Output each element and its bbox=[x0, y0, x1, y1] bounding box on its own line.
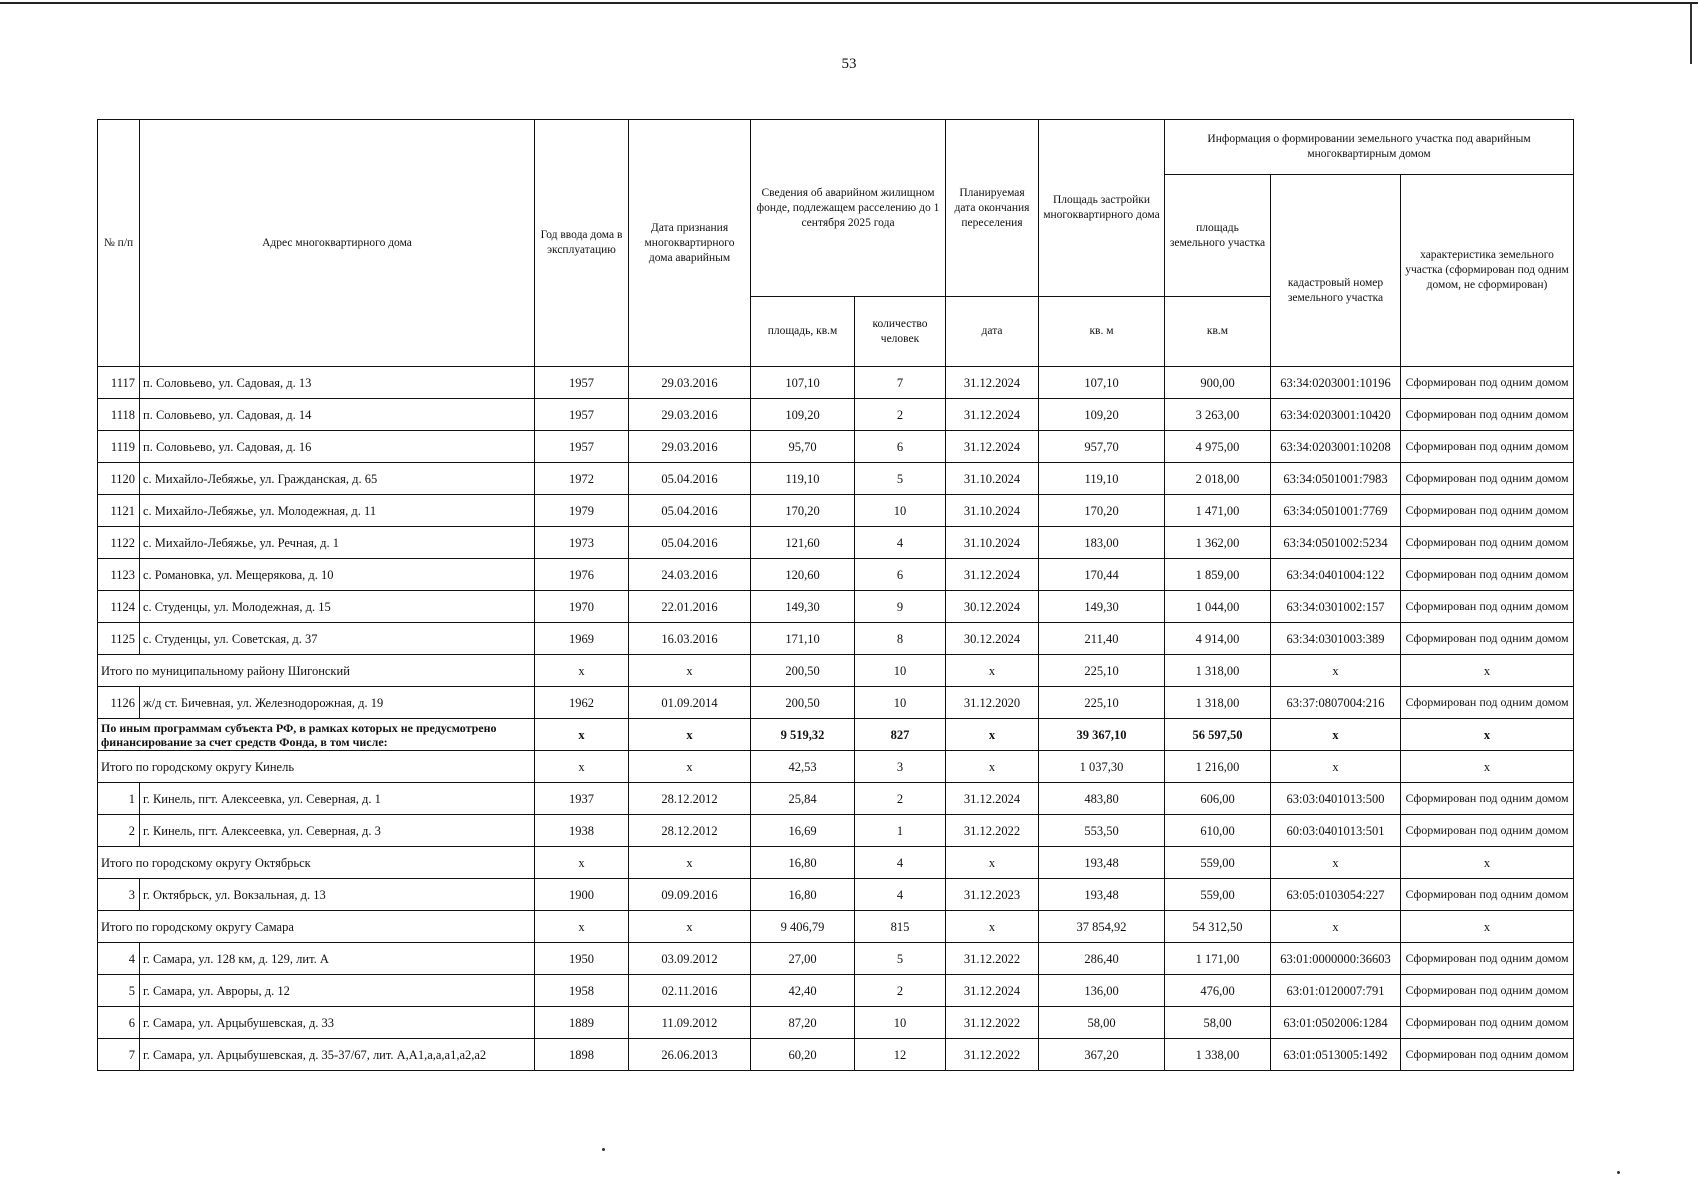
row-address: г. Самара, ул. Авроры, д. 12 bbox=[140, 975, 535, 1007]
scan-speck bbox=[602, 1148, 605, 1151]
row-land-char: Сформирован под одним домом bbox=[1401, 687, 1574, 719]
row-people: 10 bbox=[855, 1007, 946, 1039]
row-address: г. Октябрьск, ул. Вокзальная, д. 13 bbox=[140, 879, 535, 911]
header-people: количество человек bbox=[855, 297, 946, 367]
row-planned-end: x bbox=[946, 655, 1039, 687]
row-build-area: 58,00 bbox=[1039, 1007, 1165, 1039]
row-people: 827 bbox=[855, 719, 946, 751]
row-land-area: 4 914,00 bbox=[1165, 623, 1271, 655]
row-area: 25,84 bbox=[751, 783, 855, 815]
total-label: По иным программам субъекта РФ, в рамках которых не предусмотрено финансирование за счет средств Фонда, в том числе: bbox=[98, 719, 535, 751]
row-land-area: 1 216,00 bbox=[1165, 751, 1271, 783]
table-row bbox=[98, 1039, 1574, 1071]
row-people: 6 bbox=[855, 559, 946, 591]
row-people: 4 bbox=[855, 879, 946, 911]
row-land-area: 1 044,00 bbox=[1165, 591, 1271, 623]
row-date-recognized: 29.03.2016 bbox=[629, 431, 751, 463]
row-address: с. Студенцы, ул. Молодежная, д. 15 bbox=[140, 591, 535, 623]
row-date-recognized: 05.04.2016 bbox=[629, 495, 751, 527]
row-build-area: 211,40 bbox=[1039, 623, 1165, 655]
row-area: 200,50 bbox=[751, 687, 855, 719]
row-land-area: 1 318,00 bbox=[1165, 687, 1271, 719]
row-planned-end: 31.12.2024 bbox=[946, 399, 1039, 431]
row-planned-end: 31.12.2024 bbox=[946, 975, 1039, 1007]
header-land-info: Информация о формировании земельного участка под аварийным многоквартирным домом bbox=[1165, 120, 1574, 175]
row-build-area: 193,48 bbox=[1039, 879, 1165, 911]
row-people: 2 bbox=[855, 975, 946, 1007]
row-cadastral: 63:01:0000000:36603 bbox=[1271, 943, 1401, 975]
row-area: 95,70 bbox=[751, 431, 855, 463]
row-num: 1 bbox=[98, 783, 140, 815]
row-build-area: 225,10 bbox=[1039, 655, 1165, 687]
row-year: 1979 bbox=[535, 495, 629, 527]
row-num: 3 bbox=[98, 879, 140, 911]
row-area: 120,60 bbox=[751, 559, 855, 591]
row-area: 119,10 bbox=[751, 463, 855, 495]
row-land-area: 610,00 bbox=[1165, 815, 1271, 847]
row-area: 9 406,79 bbox=[751, 911, 855, 943]
row-area: 16,80 bbox=[751, 847, 855, 879]
row-land-char: x bbox=[1401, 719, 1574, 751]
header-area-unit: площадь, кв.м bbox=[751, 297, 855, 367]
row-area: 200,50 bbox=[751, 655, 855, 687]
top-border bbox=[0, 2, 1698, 4]
row-land-char: Сформирован под одним домом bbox=[1401, 623, 1574, 655]
row-planned-end: 31.10.2024 bbox=[946, 495, 1039, 527]
row-date-recognized: 11.09.2012 bbox=[629, 1007, 751, 1039]
row-year: x bbox=[535, 847, 629, 879]
row-cadastral: 63:34:0301003:389 bbox=[1271, 623, 1401, 655]
table-row bbox=[98, 495, 1574, 527]
row-num: 4 bbox=[98, 943, 140, 975]
row-planned-end: 31.10.2024 bbox=[946, 527, 1039, 559]
row-build-area: 225,10 bbox=[1039, 687, 1165, 719]
header-land-area: площадь земельного участка bbox=[1165, 175, 1271, 297]
row-planned-end: x bbox=[946, 847, 1039, 879]
row-people: 4 bbox=[855, 527, 946, 559]
row-land-area: 559,00 bbox=[1165, 847, 1271, 879]
row-date-recognized: x bbox=[629, 719, 751, 751]
row-planned-end: 31.12.2024 bbox=[946, 783, 1039, 815]
row-land-char: Сформирован под одним домом bbox=[1401, 367, 1574, 399]
row-planned-end: x bbox=[946, 719, 1039, 751]
row-year: 1962 bbox=[535, 687, 629, 719]
row-address: г. Кинель, пгт. Алексеевка, ул. Северная, д. 3 bbox=[140, 815, 535, 847]
row-planned-end: 30.12.2024 bbox=[946, 623, 1039, 655]
row-land-area: 476,00 bbox=[1165, 975, 1271, 1007]
row-land-char: Сформирован под одним домом bbox=[1401, 783, 1574, 815]
row-build-area: 170,20 bbox=[1039, 495, 1165, 527]
row-cadastral: 63:01:0513005:1492 bbox=[1271, 1039, 1401, 1071]
row-planned-end: x bbox=[946, 911, 1039, 943]
row-year: 1889 bbox=[535, 1007, 629, 1039]
row-build-area: 39 367,10 bbox=[1039, 719, 1165, 751]
table-row bbox=[98, 399, 1574, 431]
row-land-char: Сформирован под одним домом bbox=[1401, 463, 1574, 495]
row-people: 6 bbox=[855, 431, 946, 463]
row-build-area: 37 854,92 bbox=[1039, 911, 1165, 943]
row-year: 1900 bbox=[535, 879, 629, 911]
row-date-recognized: 26.06.2013 bbox=[629, 1039, 751, 1071]
row-area: 16,69 bbox=[751, 815, 855, 847]
row-area: 107,10 bbox=[751, 367, 855, 399]
emergency-housing-table bbox=[97, 119, 1574, 1071]
row-year: 1938 bbox=[535, 815, 629, 847]
row-cadastral: 63:34:0501001:7983 bbox=[1271, 463, 1401, 495]
row-cadastral: 63:37:0807004:216 bbox=[1271, 687, 1401, 719]
row-planned-end: 31.12.2023 bbox=[946, 879, 1039, 911]
row-date-recognized: x bbox=[629, 847, 751, 879]
row-build-area: 136,00 bbox=[1039, 975, 1165, 1007]
row-area: 170,20 bbox=[751, 495, 855, 527]
row-planned-end: 31.12.2022 bbox=[946, 1007, 1039, 1039]
row-land-char: Сформирован под одним домом bbox=[1401, 399, 1574, 431]
page-number: 53 bbox=[841, 56, 857, 72]
row-build-area: 367,20 bbox=[1039, 1039, 1165, 1071]
row-year: 1969 bbox=[535, 623, 629, 655]
table-row bbox=[98, 431, 1574, 463]
table-row bbox=[98, 975, 1574, 1007]
row-build-area: 193,48 bbox=[1039, 847, 1165, 879]
row-build-area: 119,10 bbox=[1039, 463, 1165, 495]
row-planned-end: 31.12.2024 bbox=[946, 559, 1039, 591]
row-date-recognized: 05.04.2016 bbox=[629, 527, 751, 559]
row-planned-end: 30.12.2024 bbox=[946, 591, 1039, 623]
row-build-area: 286,40 bbox=[1039, 943, 1165, 975]
row-area: 171,10 bbox=[751, 623, 855, 655]
row-cadastral: x bbox=[1271, 751, 1401, 783]
row-land-area: 54 312,50 bbox=[1165, 911, 1271, 943]
row-cadastral: 63:34:0501002:5234 bbox=[1271, 527, 1401, 559]
row-cadastral: x bbox=[1271, 911, 1401, 943]
header-date-sub: дата bbox=[946, 297, 1039, 367]
row-cadastral: 63:34:0301002:157 bbox=[1271, 591, 1401, 623]
row-year: 1898 bbox=[535, 1039, 629, 1071]
row-land-char: Сформирован под одним домом bbox=[1401, 1007, 1574, 1039]
row-land-char: Сформирован под одним домом bbox=[1401, 431, 1574, 463]
row-date-recognized: 24.03.2016 bbox=[629, 559, 751, 591]
row-people: 1 bbox=[855, 815, 946, 847]
row-people: 12 bbox=[855, 1039, 946, 1071]
row-planned-end: 31.12.2024 bbox=[946, 367, 1039, 399]
row-address: с. Михайло-Лебяжье, ул. Гражданская, д. 65 bbox=[140, 463, 535, 495]
row-area: 87,20 bbox=[751, 1007, 855, 1039]
right-border bbox=[1690, 4, 1692, 64]
table-header bbox=[98, 120, 1574, 367]
table-row bbox=[98, 463, 1574, 495]
total-label: Итого по городскому округу Октябрьск bbox=[98, 847, 535, 879]
row-cadastral: 63:34:0203001:10420 bbox=[1271, 399, 1401, 431]
header-fund-info: Сведения об аварийном жилищном фонде, подлежащем расселению до 1 сентября 2025 года bbox=[751, 120, 946, 297]
row-land-area: 1 171,00 bbox=[1165, 943, 1271, 975]
row-build-area: 149,30 bbox=[1039, 591, 1165, 623]
row-num: 1126 bbox=[98, 687, 140, 719]
row-num: 1123 bbox=[98, 559, 140, 591]
table-row bbox=[98, 527, 1574, 559]
row-date-recognized: 29.03.2016 bbox=[629, 399, 751, 431]
row-cadastral: 63:05:0103054:227 bbox=[1271, 879, 1401, 911]
row-address: г. Самара, ул. Арцыбушевская, д. 33 bbox=[140, 1007, 535, 1039]
row-land-area: 900,00 bbox=[1165, 367, 1271, 399]
row-num: 6 bbox=[98, 1007, 140, 1039]
row-planned-end: x bbox=[946, 751, 1039, 783]
header-date-recognized: Дата признания многоквартирного дома аварийным bbox=[629, 120, 751, 367]
row-num: 1121 bbox=[98, 495, 140, 527]
row-land-area: 3 263,00 bbox=[1165, 399, 1271, 431]
row-build-area: 483,80 bbox=[1039, 783, 1165, 815]
row-build-area: 107,10 bbox=[1039, 367, 1165, 399]
row-address: п. Соловьево, ул. Садовая, д. 14 bbox=[140, 399, 535, 431]
row-date-recognized: x bbox=[629, 655, 751, 687]
row-date-recognized: 05.04.2016 bbox=[629, 463, 751, 495]
row-land-area: 559,00 bbox=[1165, 879, 1271, 911]
row-cadastral: 63:01:0120007:791 bbox=[1271, 975, 1401, 1007]
row-num: 2 bbox=[98, 815, 140, 847]
row-build-area: 109,20 bbox=[1039, 399, 1165, 431]
row-people: 10 bbox=[855, 687, 946, 719]
header-build-area: Площадь застройки многоквартирного дома bbox=[1039, 120, 1165, 297]
row-num: 1117 bbox=[98, 367, 140, 399]
row-land-area: 1 362,00 bbox=[1165, 527, 1271, 559]
table-row bbox=[98, 367, 1574, 399]
row-land-char: x bbox=[1401, 751, 1574, 783]
table-row bbox=[98, 783, 1574, 815]
row-date-recognized: 01.09.2014 bbox=[629, 687, 751, 719]
row-people: 815 bbox=[855, 911, 946, 943]
row-land-area: 1 471,00 bbox=[1165, 495, 1271, 527]
row-people: 3 bbox=[855, 751, 946, 783]
table-body bbox=[98, 367, 1574, 1071]
row-address: п. Соловьево, ул. Садовая, д. 13 bbox=[140, 367, 535, 399]
row-num: 5 bbox=[98, 975, 140, 1007]
row-land-area: 56 597,50 bbox=[1165, 719, 1271, 751]
row-area: 60,20 bbox=[751, 1039, 855, 1071]
table-row bbox=[98, 591, 1574, 623]
row-year: 1973 bbox=[535, 527, 629, 559]
header-num: № п/п bbox=[98, 120, 140, 367]
row-cadastral: 63:34:0203001:10208 bbox=[1271, 431, 1401, 463]
row-area: 121,60 bbox=[751, 527, 855, 559]
row-land-area: 1 318,00 bbox=[1165, 655, 1271, 687]
row-planned-end: 31.12.2020 bbox=[946, 687, 1039, 719]
row-build-area: 1 037,30 bbox=[1039, 751, 1165, 783]
row-land-char: x bbox=[1401, 655, 1574, 687]
row-area: 42,40 bbox=[751, 975, 855, 1007]
total-row bbox=[98, 655, 1574, 687]
header-land-char: характеристика земельного участка (сформирован под одним домом, не сформирован) bbox=[1401, 175, 1574, 367]
row-cadastral: 63:34:0501001:7769 bbox=[1271, 495, 1401, 527]
row-cadastral: 63:01:0502006:1284 bbox=[1271, 1007, 1401, 1039]
row-num: 1124 bbox=[98, 591, 140, 623]
row-date-recognized: 02.11.2016 bbox=[629, 975, 751, 1007]
row-cadastral: 63:34:0401004:122 bbox=[1271, 559, 1401, 591]
row-date-recognized: 22.01.2016 bbox=[629, 591, 751, 623]
row-area: 109,20 bbox=[751, 399, 855, 431]
row-area: 149,30 bbox=[751, 591, 855, 623]
row-num: 1118 bbox=[98, 399, 140, 431]
row-land-char: x bbox=[1401, 847, 1574, 879]
row-area: 42,53 bbox=[751, 751, 855, 783]
table-row bbox=[98, 943, 1574, 975]
row-land-char: Сформирован под одним домом bbox=[1401, 879, 1574, 911]
row-build-area: 553,50 bbox=[1039, 815, 1165, 847]
row-cadastral: 60:03:0401013:501 bbox=[1271, 815, 1401, 847]
header-cadastral: кадастровый номер земельного участка bbox=[1271, 175, 1401, 367]
row-date-recognized: x bbox=[629, 911, 751, 943]
row-planned-end: 31.12.2022 bbox=[946, 943, 1039, 975]
total-row bbox=[98, 719, 1574, 751]
header-planned-end: Планируемая дата окончания переселения bbox=[946, 120, 1039, 297]
row-people: 5 bbox=[855, 943, 946, 975]
row-land-char: Сформирован под одним домом bbox=[1401, 559, 1574, 591]
total-label: Итого по городскому округу Кинель bbox=[98, 751, 535, 783]
row-address: с. Михайло-Лебяжье, ул. Молодежная, д. 11 bbox=[140, 495, 535, 527]
row-area: 9 519,32 bbox=[751, 719, 855, 751]
row-year: x bbox=[535, 719, 629, 751]
row-planned-end: 31.12.2022 bbox=[946, 1039, 1039, 1071]
row-date-recognized: x bbox=[629, 751, 751, 783]
row-land-char: x bbox=[1401, 911, 1574, 943]
row-address: п. Соловьево, ул. Садовая, д. 16 bbox=[140, 431, 535, 463]
row-people: 8 bbox=[855, 623, 946, 655]
row-planned-end: 31.12.2022 bbox=[946, 815, 1039, 847]
row-address: г. Самара, ул. 128 км, д. 129, лит. А bbox=[140, 943, 535, 975]
row-date-recognized: 28.12.2012 bbox=[629, 815, 751, 847]
row-cadastral: x bbox=[1271, 719, 1401, 751]
row-area: 27,00 bbox=[751, 943, 855, 975]
row-land-area: 1 338,00 bbox=[1165, 1039, 1271, 1071]
scan-speck bbox=[1617, 1171, 1620, 1174]
row-address: с. Романовка, ул. Мещерякова, д. 10 bbox=[140, 559, 535, 591]
row-land-char: Сформирован под одним домом bbox=[1401, 815, 1574, 847]
row-year: 1957 bbox=[535, 399, 629, 431]
row-people: 2 bbox=[855, 399, 946, 431]
row-year: 1937 bbox=[535, 783, 629, 815]
row-land-char: Сформирован под одним домом bbox=[1401, 527, 1574, 559]
total-label: Итого по городскому округу Самара bbox=[98, 911, 535, 943]
row-num: 1125 bbox=[98, 623, 140, 655]
row-address: с. Михайло-Лебяжье, ул. Речная, д. 1 bbox=[140, 527, 535, 559]
table-row bbox=[98, 879, 1574, 911]
row-date-recognized: 29.03.2016 bbox=[629, 367, 751, 399]
row-address: г. Самара, ул. Арцыбушевская, д. 35-37/67, лит. А,А1,а,а,а1,а2,а2 bbox=[140, 1039, 535, 1071]
row-year: 1976 bbox=[535, 559, 629, 591]
row-build-area: 183,00 bbox=[1039, 527, 1165, 559]
row-land-char: Сформирован под одним домом bbox=[1401, 495, 1574, 527]
row-cadastral: 63:03:0401013:500 bbox=[1271, 783, 1401, 815]
row-land-char: Сформирован под одним домом bbox=[1401, 943, 1574, 975]
row-people: 7 bbox=[855, 367, 946, 399]
row-planned-end: 31.10.2024 bbox=[946, 463, 1039, 495]
row-people: 5 bbox=[855, 463, 946, 495]
row-num: 1122 bbox=[98, 527, 140, 559]
row-date-recognized: 03.09.2012 bbox=[629, 943, 751, 975]
row-land-area: 2 018,00 bbox=[1165, 463, 1271, 495]
row-land-area: 4 975,00 bbox=[1165, 431, 1271, 463]
row-year: 1970 bbox=[535, 591, 629, 623]
row-cadastral: x bbox=[1271, 655, 1401, 687]
row-land-area: 1 859,00 bbox=[1165, 559, 1271, 591]
row-year: x bbox=[535, 655, 629, 687]
row-area: 16,80 bbox=[751, 879, 855, 911]
row-num: 7 bbox=[98, 1039, 140, 1071]
row-people: 4 bbox=[855, 847, 946, 879]
row-people: 10 bbox=[855, 495, 946, 527]
row-address: ж/д ст. Бичевная, ул. Железнодорожная, д. 19 bbox=[140, 687, 535, 719]
row-cadastral: 63:34:0203001:10196 bbox=[1271, 367, 1401, 399]
row-num: 1119 bbox=[98, 431, 140, 463]
row-build-area: 170,44 bbox=[1039, 559, 1165, 591]
header-build-area-unit: кв. м bbox=[1039, 297, 1165, 367]
row-land-area: 58,00 bbox=[1165, 1007, 1271, 1039]
row-date-recognized: 09.09.2016 bbox=[629, 879, 751, 911]
total-row bbox=[98, 847, 1574, 879]
row-year: 1957 bbox=[535, 431, 629, 463]
total-label: Итого по муниципальному району Шигонский bbox=[98, 655, 535, 687]
row-year: 1950 bbox=[535, 943, 629, 975]
row-build-area: 957,70 bbox=[1039, 431, 1165, 463]
row-land-char: Сформирован под одним домом bbox=[1401, 1039, 1574, 1071]
row-date-recognized: 16.03.2016 bbox=[629, 623, 751, 655]
table-row bbox=[98, 687, 1574, 719]
table-row bbox=[98, 623, 1574, 655]
row-land-area: 606,00 bbox=[1165, 783, 1271, 815]
row-land-char: Сформирован под одним домом bbox=[1401, 975, 1574, 1007]
header-address: Адрес многоквартирного дома bbox=[140, 120, 535, 367]
row-planned-end: 31.12.2024 bbox=[946, 431, 1039, 463]
row-year: 1958 bbox=[535, 975, 629, 1007]
row-num: 1120 bbox=[98, 463, 140, 495]
table-row bbox=[98, 559, 1574, 591]
row-year: x bbox=[535, 911, 629, 943]
row-address: с. Студенцы, ул. Советская, д. 37 bbox=[140, 623, 535, 655]
row-people: 2 bbox=[855, 783, 946, 815]
total-row bbox=[98, 751, 1574, 783]
row-land-char: Сформирован под одним домом bbox=[1401, 591, 1574, 623]
row-people: 10 bbox=[855, 655, 946, 687]
row-year: 1972 bbox=[535, 463, 629, 495]
row-people: 9 bbox=[855, 591, 946, 623]
row-date-recognized: 28.12.2012 bbox=[629, 783, 751, 815]
row-year: x bbox=[535, 751, 629, 783]
total-row bbox=[98, 911, 1574, 943]
table-row bbox=[98, 1007, 1574, 1039]
row-address: г. Кинель, пгт. Алексеевка, ул. Северная, д. 1 bbox=[140, 783, 535, 815]
row-cadastral: x bbox=[1271, 847, 1401, 879]
header-land-area-unit: кв.м bbox=[1165, 297, 1271, 367]
table-row bbox=[98, 815, 1574, 847]
row-year: 1957 bbox=[535, 367, 629, 399]
header-year: Год ввода дома в эксплуатацию bbox=[535, 120, 629, 367]
